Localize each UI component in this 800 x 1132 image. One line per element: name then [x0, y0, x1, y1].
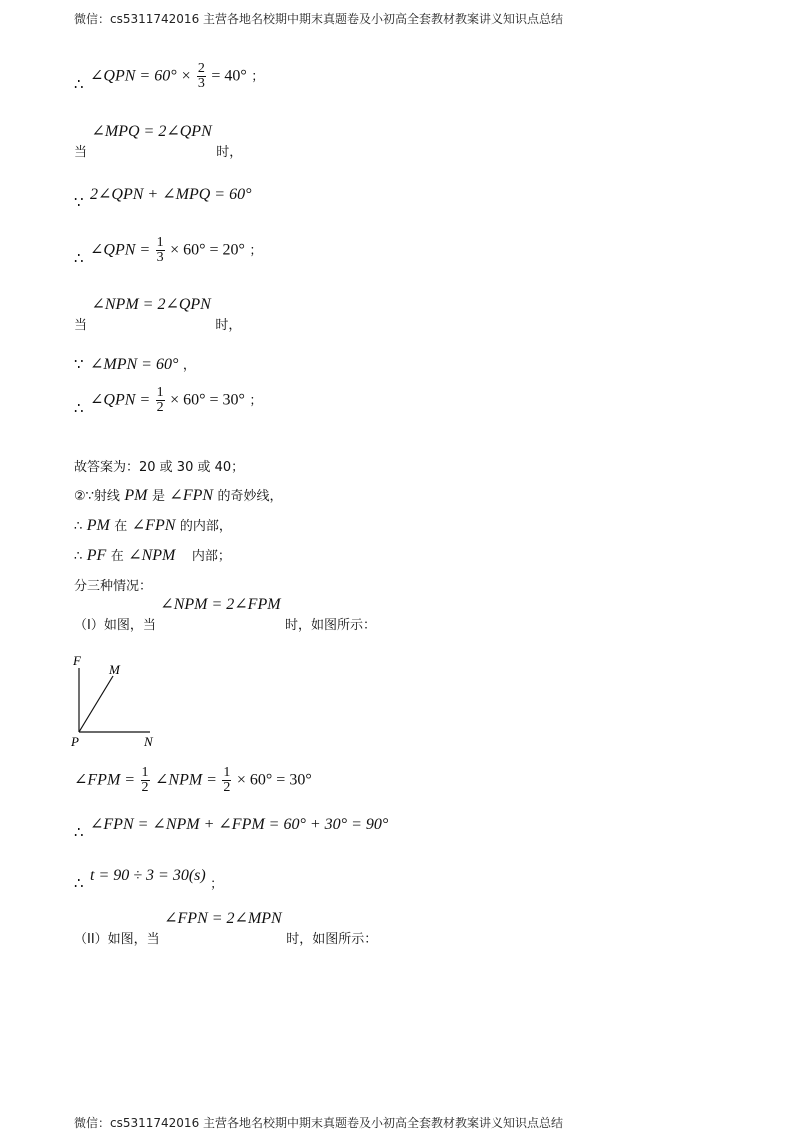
ray-name: PM [86, 517, 110, 534]
punctuation: ； [251, 69, 265, 85]
numerator: 1 [156, 235, 164, 250]
therefore-symbol: ∴ [74, 823, 84, 841]
case-1-heading [74, 596, 377, 633]
equation-text: ∠FPN = ∠NPM + ∠FPM = 60° + 30° = 90° [90, 816, 389, 833]
numerator: 1 [223, 765, 231, 780]
label-m: M [109, 662, 120, 677]
numerator: 1 [156, 385, 164, 400]
therefore-symbol: ∴ [74, 519, 83, 534]
equation-text: ∠FPN = 2∠MPN [164, 910, 282, 927]
equation-text: ∠MPN = 60° [90, 356, 179, 373]
case-suffix: 时，如图所示： [285, 618, 377, 633]
because-symbol: ∵ [74, 355, 84, 373]
page-header: 微信：cs5311742016 主营各地名校期中期末真题卷及小初高全套教材教案讲义知识点总结 [74, 12, 564, 26]
label-p: P [71, 734, 79, 749]
ray-name: PM [124, 487, 148, 504]
statement-text: 是 [151, 489, 165, 504]
denominator: 2 [141, 780, 149, 795]
condition-label: 当 [74, 145, 88, 160]
case-intro: 分三种情况： [74, 579, 153, 594]
equation-text: ∠NPM = 2∠QPN [91, 296, 211, 313]
fraction [222, 766, 231, 795]
solution-line-15 [74, 814, 389, 841]
denominator: 2 [223, 780, 231, 795]
angle-name: ∠NPM [128, 547, 176, 564]
fraction [156, 386, 165, 415]
solution-line-5 [74, 296, 242, 333]
equation-text: = 40° [211, 67, 247, 85]
solution-line-4 [74, 236, 262, 265]
fraction [197, 62, 206, 91]
case-suffix: 时，如图所示： [286, 932, 378, 947]
equation-text: × 60° = 20° [170, 241, 245, 259]
angle-name: ∠FPN [169, 487, 214, 504]
statement-text: 内部； [191, 549, 231, 564]
equation-text: ∠QPN = [90, 391, 151, 409]
statement-text: 在 [110, 549, 124, 564]
solution-line-11 [74, 545, 231, 565]
solution-line-7 [74, 386, 262, 415]
fraction [156, 236, 165, 265]
numerator: 2 [197, 61, 205, 76]
statement-text: 的奇妙线， [217, 489, 283, 504]
condition-label: 当 [74, 318, 88, 333]
solution-line-9 [74, 485, 283, 505]
ray-name: PF [86, 547, 107, 564]
denominator: 3 [197, 76, 205, 91]
therefore-symbol: ∴ [74, 74, 84, 93]
label-f: F [73, 653, 81, 668]
equation-text: t = 90 ÷ 3 = 30(s) [90, 867, 206, 884]
denominator: 2 [156, 400, 164, 415]
angle-figure [66, 650, 176, 750]
statement-text: 的内部， [179, 519, 232, 534]
equation-text: ∠NPM = [154, 771, 217, 789]
equation-text: × 60° = 30° [236, 771, 312, 789]
solution-line-14 [74, 766, 312, 795]
punctuation: ； [249, 393, 263, 409]
denominator: 3 [156, 250, 164, 265]
solution-line-3 [74, 184, 252, 211]
equation-text: ∠MPQ = 2∠QPN [91, 123, 212, 140]
condition-suffix: 时， [215, 318, 242, 333]
therefore-symbol: ∴ [74, 549, 83, 564]
numerator: 1 [141, 765, 149, 780]
case-label: （II）如图，当 [74, 932, 160, 947]
punctuation: ； [210, 877, 224, 892]
equation-text: × 60° = 30° [170, 391, 245, 409]
page-footer: 微信：cs5311742016 主营各地名校期中期末真题卷及小初高全套教材教案讲义知识点总结 [74, 1116, 564, 1130]
solution-line-1 [74, 62, 264, 91]
equation-text: ∠FPM = [74, 771, 136, 789]
therefore-symbol: ∴ [74, 874, 84, 892]
therefore-symbol: ∴ [74, 248, 84, 267]
case-label: （I）如图，当 [74, 618, 156, 633]
equation-text: ∠NPM = 2∠FPM [160, 596, 281, 613]
fraction [141, 766, 150, 795]
statement-text: ②∵射线 [74, 489, 120, 504]
answer-line: 故答案为：20 或 30 或 40； [74, 460, 245, 475]
punctuation: ， [182, 358, 196, 373]
equation-text: ∠QPN = 60° × [90, 67, 192, 85]
condition-suffix: 时， [216, 145, 243, 160]
case-2-heading [74, 910, 378, 947]
solution-line-2 [74, 123, 243, 160]
solution-line-10 [74, 515, 232, 535]
punctuation: ； [249, 243, 263, 259]
equation-text: 2∠QPN + ∠MPQ = 60° [90, 186, 252, 203]
solution-line-16 [74, 865, 224, 892]
angle-name: ∠FPN [131, 517, 176, 534]
statement-text: 在 [114, 519, 128, 534]
label-n: N [144, 734, 153, 749]
therefore-symbol: ∴ [74, 398, 84, 417]
ray-pm [79, 676, 113, 732]
solution-line-6 [74, 354, 196, 374]
because-symbol: ∵ [74, 193, 84, 211]
equation-text: ∠QPN = [90, 241, 151, 259]
